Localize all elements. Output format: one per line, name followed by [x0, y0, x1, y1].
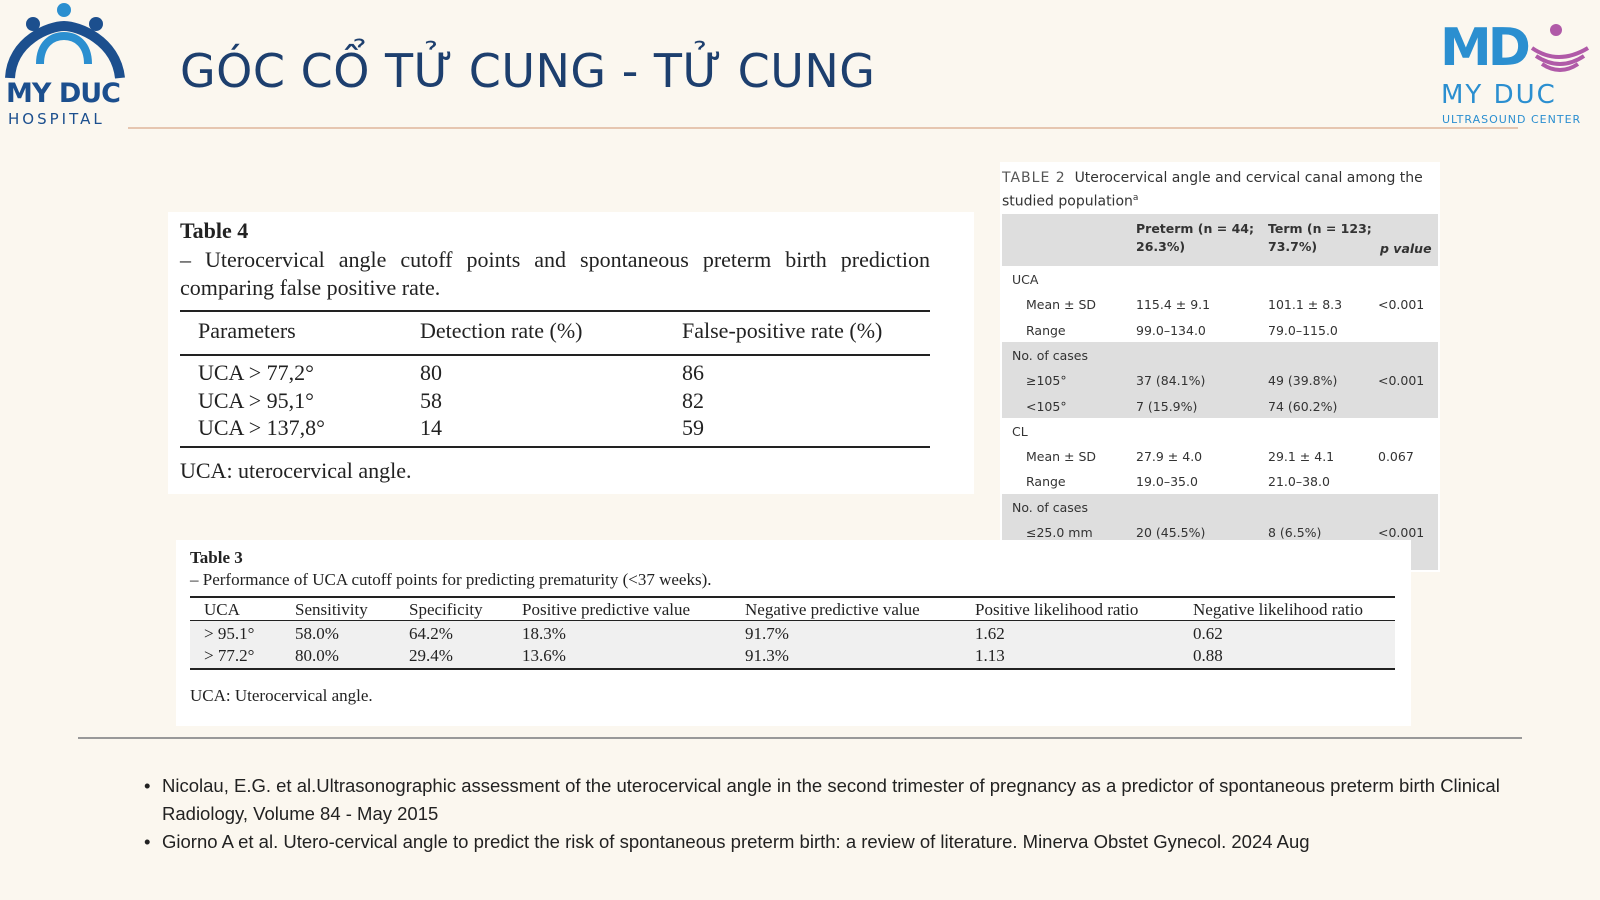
table-cell: 29.4%: [409, 646, 453, 665]
table-cell: 13.6%: [522, 646, 566, 665]
table-cell: 59: [682, 415, 704, 440]
logo-name: MY DUC: [1441, 80, 1557, 110]
table-3: [176, 540, 1411, 726]
table-2-caption: [1002, 168, 1432, 212]
table-4-title: Table 4: [180, 218, 249, 243]
table-cell: 82: [682, 388, 704, 413]
table-cell: 99.0–134.0: [1136, 322, 1206, 338]
column-header: 26.3%): [1136, 239, 1186, 254]
table-cell: 29.1 ± 4.1: [1268, 449, 1335, 465]
row-label: No. of cases: [1012, 347, 1088, 363]
table-cell: 19.0–35.0: [1136, 474, 1198, 490]
family-icon: [0, 0, 130, 80]
table-3-caption: – Performance of UCA cutoff points for predicting prematurity (<37 weeks).: [190, 570, 712, 589]
ultrasound-center-logo: [1438, 14, 1588, 124]
reference-item: • Giorno A et al. Utero-cervical angle to predict the risk of spontaneous preterm birth: a review of literature. Minerva Obstet Gynecol. 2024 Aug: [144, 828, 1564, 856]
row-label: Mean ± SD: [1026, 449, 1097, 465]
column-header: Specificity: [409, 600, 483, 619]
table-cell: 14: [420, 415, 442, 440]
hospital-logo: [0, 0, 130, 130]
reference-item: • Nicolau, E.G. et al.Ultrasonographic assessment of the uterocervical angle in the second trimester of pregnancy as a predictor of spontaneous preterm birth Clinical Radiology, Volume 84 - May 2015: [144, 772, 1564, 828]
caption-note: a: [1132, 193, 1139, 203]
table-cell: 27.9 ± 4.0: [1136, 449, 1203, 465]
table-3-footnote: UCA: Uterocervical angle.: [190, 686, 373, 705]
table-rule: [180, 446, 930, 448]
table-cell: 0.88: [1193, 646, 1223, 665]
row-label: Range: [1026, 474, 1066, 490]
table-rule: [180, 354, 930, 356]
row-label: Range: [1026, 322, 1066, 338]
table-cell: 18.3%: [522, 624, 566, 643]
table-4-caption: – Uterocervical angle cutoff points and spontaneous preterm birth prediction comparing false positive rate.: [180, 247, 930, 300]
table-cell: 64.2%: [409, 624, 453, 643]
table-cell: 79.0–115.0: [1268, 322, 1338, 338]
table-cell: 115.4 ± 9.1: [1136, 297, 1211, 313]
table-cell: 80: [420, 360, 442, 385]
table-cell: 91.7%: [745, 624, 789, 643]
table-cell: <0.001: [1378, 297, 1425, 313]
table-cell: 101.1 ± 8.3: [1268, 297, 1343, 313]
column-header: Sensitivity: [295, 600, 368, 619]
table-rule: [190, 668, 1395, 670]
table-rule: [190, 596, 1395, 598]
header-divider: [128, 127, 1518, 129]
table-4-footnote: UCA: uterocervical angle.: [180, 458, 412, 483]
row-label: Mean ± SD: [1026, 297, 1097, 313]
table-cell: > 95.1°: [204, 624, 255, 643]
table-4: [168, 212, 974, 494]
hospital-sub: HOSPITAL: [8, 110, 105, 128]
table-cell: 20 (45.5%): [1136, 525, 1206, 540]
table-2-caption-text: Uterocervical angle and cervical canal among the studied population: [1002, 170, 1423, 210]
column-header: p value: [1380, 241, 1432, 256]
table-cell: 74 (60.2%): [1268, 398, 1338, 414]
ultrasound-wave-icon: [1526, 22, 1596, 76]
table-2: [1000, 162, 1440, 572]
table-cell: UCA > 77,2°: [198, 360, 314, 385]
table-cell: > 77.2°: [204, 646, 255, 665]
references-divider: [78, 737, 1522, 739]
column-header: Detection rate (%): [420, 318, 583, 343]
column-header: UCA: [204, 600, 240, 619]
column-header: Positive likelihood ratio: [975, 600, 1139, 619]
table-cell: 0.62: [1193, 624, 1223, 643]
row-label: ≤25.0 mm: [1026, 525, 1093, 540]
hospital-name: MY DUC: [6, 78, 120, 109]
table-cell: 1.13: [975, 646, 1005, 665]
logo-mark: MD: [1440, 18, 1527, 78]
table-cell: 80.0%: [295, 646, 339, 665]
table-cell: 37 (84.1%): [1136, 373, 1206, 389]
column-header: Parameters: [198, 318, 296, 343]
column-header: Positive predictive value: [522, 600, 691, 619]
table-cell: 21.0–38.0: [1268, 474, 1330, 490]
references-list: [144, 772, 1564, 856]
column-header: Negative predictive value: [745, 600, 920, 619]
table-cell: 58: [420, 388, 442, 413]
column-header: Preterm (n = 44;: [1136, 221, 1254, 236]
column-header: Negative likelihood ratio: [1193, 600, 1363, 619]
table-cell: <0.001: [1378, 373, 1425, 389]
column-header: False-positive rate (%): [682, 318, 883, 343]
table-cell: 58.0%: [295, 624, 339, 643]
table-rule: [190, 620, 1395, 621]
table-cell: 8 (6.5%): [1268, 525, 1322, 540]
table-cell: 86: [682, 360, 704, 385]
row-label: CL: [1012, 423, 1028, 439]
table-cell: 7 (15.9%): [1136, 398, 1198, 414]
row-label: <105°: [1026, 398, 1067, 414]
column-header: Term (n = 123;: [1268, 221, 1372, 236]
table-2-label: TABLE 2: [1002, 170, 1066, 186]
logo-subtitle: ULTRASOUND CENTER: [1442, 113, 1582, 126]
row-label: UCA: [1012, 272, 1039, 287]
table-cell: 0.067: [1378, 449, 1414, 465]
table-cell: 49 (39.8%): [1268, 373, 1338, 389]
page-title: GÓC CỔ TỬ CUNG - TỬ CUNG: [180, 44, 876, 98]
table-cell: <0.001: [1378, 525, 1425, 540]
table-3-title: Table 3: [190, 548, 243, 567]
table-cell: UCA > 137,8°: [198, 415, 325, 440]
table-cell: 91.3%: [745, 646, 789, 665]
row-label: No. of cases: [1012, 499, 1088, 515]
column-header: 73.7%): [1268, 239, 1318, 254]
table-rule: [180, 310, 930, 312]
row-label: ≥105°: [1026, 373, 1067, 389]
table-cell: UCA > 95,1°: [198, 388, 314, 413]
table-cell: 1.62: [975, 624, 1005, 643]
